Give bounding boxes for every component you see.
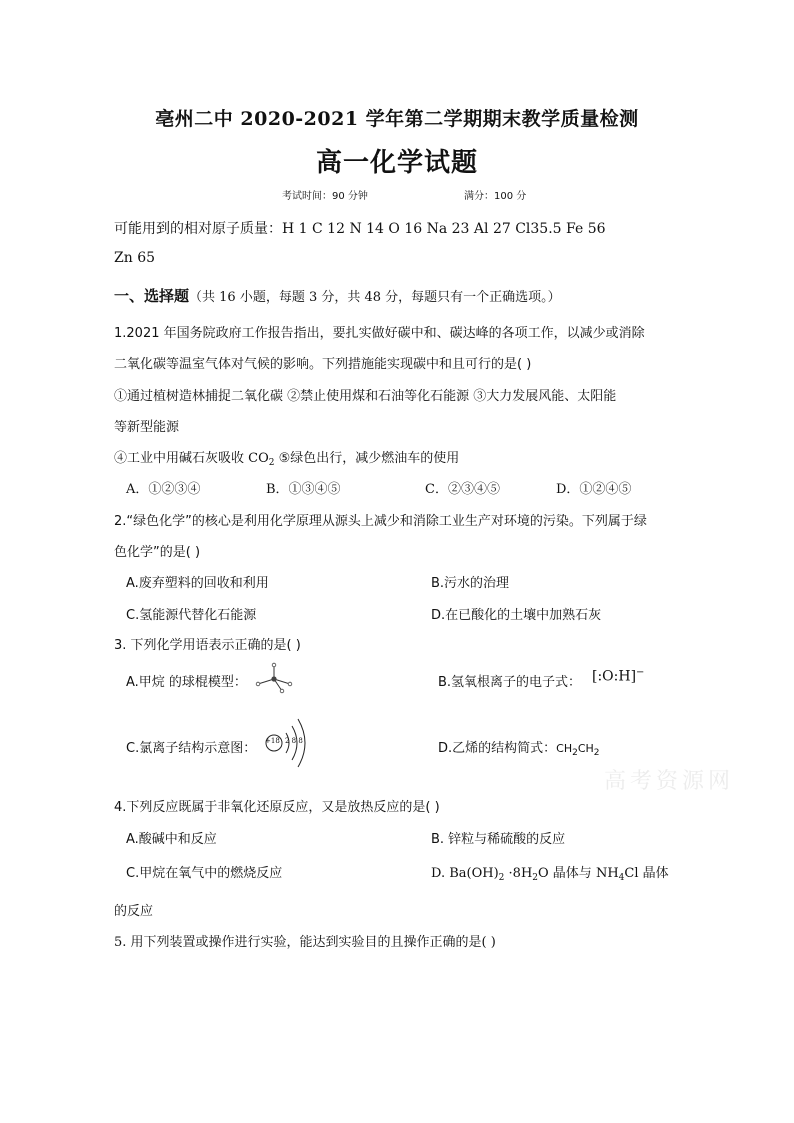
q1-s4-sub: 2: [268, 458, 275, 468]
q3-option-d-label: D.乙烯的结构简式：: [438, 741, 557, 756]
q3-option-b[interactable]: B.氢氧根离子的电子式：: [438, 675, 582, 690]
q3-ethylene-sub-1: 2: [572, 748, 578, 758]
section-title: 一、选择题: [114, 287, 190, 305]
q2-option-a[interactable]: A.废弃塑料的回收和利用: [126, 576, 269, 591]
methane-ball-stick-model: [252, 662, 296, 696]
q4-d-part3: O 晶体与 NH: [538, 866, 619, 881]
q2-line-2: 色化学”的是( ): [114, 545, 201, 560]
q2-option-b[interactable]: B.污水的治理: [431, 576, 510, 591]
hydroxide-charge: −: [636, 667, 645, 678]
chloride-shell-electrons: 2 8 8: [285, 737, 303, 745]
subject-title: 高一化学试题: [315, 148, 478, 178]
q2-option-d[interactable]: D.在已酸化的土壤中加熟石灰: [431, 608, 602, 623]
q2-line-1: 2.“绿色化学”的核心是利用化学原理从源头上减少和消除工业生产对环境的污染。下列属于绿: [114, 514, 647, 529]
q4-d-part4: Cl 晶体: [624, 866, 669, 881]
q3-ethylene-ch2-1: CH: [556, 742, 573, 755]
q4-option-d-continued: 的反应: [114, 904, 154, 919]
q4-d-part1: D. Ba(OH): [431, 866, 499, 881]
hydroxide-lewis-text: [:O:H]: [592, 668, 637, 685]
q4-option-d[interactable]: [431, 862, 669, 883]
q3-ethylene-ch2-2: CH: [577, 742, 594, 755]
chloride-nucleus-charge: +18: [265, 737, 280, 745]
q1-option-c[interactable]: C．②③④⑤: [425, 482, 500, 497]
q1-option-a[interactable]: A．①②③④: [126, 482, 201, 497]
q4-option-c[interactable]: C.甲烷在氧气中的燃烧反应: [126, 866, 283, 881]
q1-statements-1: ①通过植树造林捕捉二氧化碳 ②禁止使用煤和石油等化石能源 ③大力发展风能、太阳能: [114, 389, 617, 404]
q4-option-b[interactable]: B. 锌粒与稀硫酸的反应: [431, 832, 566, 847]
exam-title: 亳州二中 2020-2021 学年第二学期期末教学质量检测: [155, 108, 639, 130]
q1-statements-1b: 等新型能源: [114, 420, 180, 435]
q1-line-2: 二氧化碳等温室气体对气候的影响。下列措施能实现碳中和且可行的是( ): [114, 357, 532, 372]
q1-line-1: 1.2021 年国务院政府工作报告指出，要扎实做好碳中和、碳达峰的各项工作，以减少或消除: [114, 326, 645, 341]
q1-s4: ④工业中用碱石灰吸收 CO: [114, 451, 269, 466]
q2-option-c[interactable]: C.氢能源代替化石能源: [126, 608, 257, 623]
section-note: （共 16 小题，每题 3 分，共 48 分，每题只有一个正确选项。）: [189, 290, 561, 305]
q3-stem: 3. 下列化学用语表示正确的是( ): [114, 638, 301, 653]
q1-option-b[interactable]: B．①③④⑤: [266, 482, 341, 497]
q1-option-d[interactable]: D．①②④⑤: [556, 482, 632, 497]
q1-s5: ⑤绿色出行，减少燃油车的使用: [274, 451, 460, 466]
q4-d-sub2: 2: [532, 873, 539, 883]
watermark-logo: 高考资源网: [604, 769, 735, 794]
q4-d-sub3: 4: [618, 873, 625, 883]
section-heading: [114, 285, 561, 306]
q1-statements-2: [114, 447, 459, 468]
hydroxide-electron-formula: [592, 667, 644, 685]
q3-option-d[interactable]: [438, 737, 600, 758]
exam-time: 考试时间：90 分钟: [282, 191, 368, 202]
q3-ethylene-sub-2: 2: [593, 748, 600, 758]
q4-stem: 4.下列反应既属于非氧化还原反应，又是放热反应的是( ): [114, 800, 440, 815]
q3-option-a[interactable]: A.甲烷 的球棍模型：: [126, 675, 247, 690]
q4-d-sub1: 2: [498, 873, 505, 883]
q4-d-part2: ·8H: [504, 866, 533, 881]
q3-option-c[interactable]: C.氯离子结构示意图：: [126, 741, 257, 756]
q5-stem: 5. 用下列装置或操作进行实验，能达到实验目的且操作正确的是( ): [114, 935, 496, 950]
atomic-mass-line-2: Zn 65: [114, 250, 156, 266]
full-score: 满分：100 分: [464, 191, 527, 202]
q4-option-a[interactable]: A.酸碱中和反应: [126, 832, 217, 847]
atomic-mass-line-1: 可能用到的相对原子质量：H 1 C 12 N 14 O 16 Na 23 Al 27 Cl35.5 Fe 56: [114, 221, 606, 237]
